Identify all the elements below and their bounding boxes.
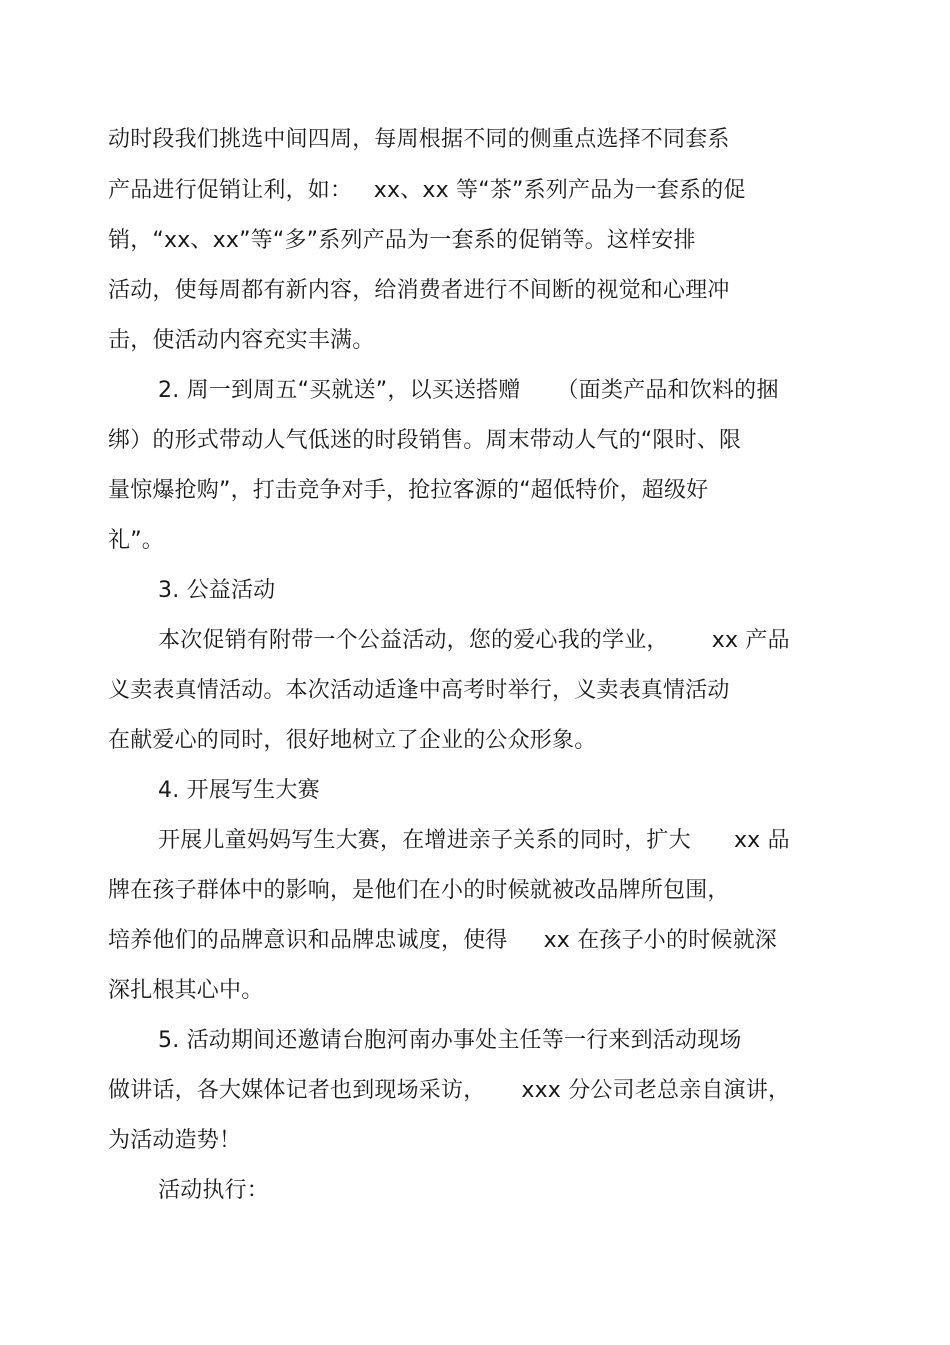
list-item-heading: 2. 周一到周五“买就送”，以买送搭赠 （面类产品和饮料的捆 [158,378,779,403]
text-line: 产品进行促销让利，如： xx、xx 等“茶”系列产品为一套系的促 [108,178,746,203]
text-line: 击，使活动内容充实丰满。 [108,328,375,353]
text-line: 开展儿童妈妈写生大赛，在增进亲子关系的同时，扩大 xx 品 [158,828,790,853]
text-line: 培养他们的品牌意识和品牌忠诚度，使得 xx 在孩子小的时候就深 [108,928,777,953]
text-line: 做讲话，各大媒体记者也到现场采访， xxx 分公司老总亲自演讲， [108,1078,791,1103]
list-item-heading: 5. 活动期间还邀请台胞河南办事处主任等一行来到活动现场 [158,1028,742,1053]
text-line: 在献爱心的同时，很好地树立了企业的公众形象。 [108,728,597,753]
text-line: 动时段我们挑选中间四周，每周根据不同的侧重点选择不同套系 [108,127,730,152]
text-line: 活动，使每周都有新内容，给消费者进行不间断的视觉和心理冲 [108,278,730,303]
text-line: 牌在孩子群体中的影响，是他们在小的时候就被改品牌所包围， [108,878,730,903]
section-heading: 4. 开展写生大赛 [158,778,320,803]
text-line: 量惊爆抢购”，打击竞争对手，抢拉客源的“超低特价，超级好 [108,478,709,503]
text-line: 绑）的形式带动人气低迷的时段销售。周末带动人气的“限时、限 [108,428,742,453]
text-line: 礼”。 [108,528,164,553]
text-line: 为活动造势！ [108,1128,242,1153]
text-line: 销，“xx、xx”等“多”系列产品为一套系的促销等。这样安排 [108,228,696,253]
section-heading: 3. 公益活动 [158,578,276,603]
text-line: 本次促销有附带一个公益活动，您的爱心我的学业， xx 产品 [158,628,790,653]
text-line: 义卖表真情活动。本次活动适逢中高考时举行，义卖表真情活动 [108,678,730,703]
section-heading: 活动执行： [158,1178,270,1203]
text-line: 深扎根其心中。 [108,978,264,1003]
